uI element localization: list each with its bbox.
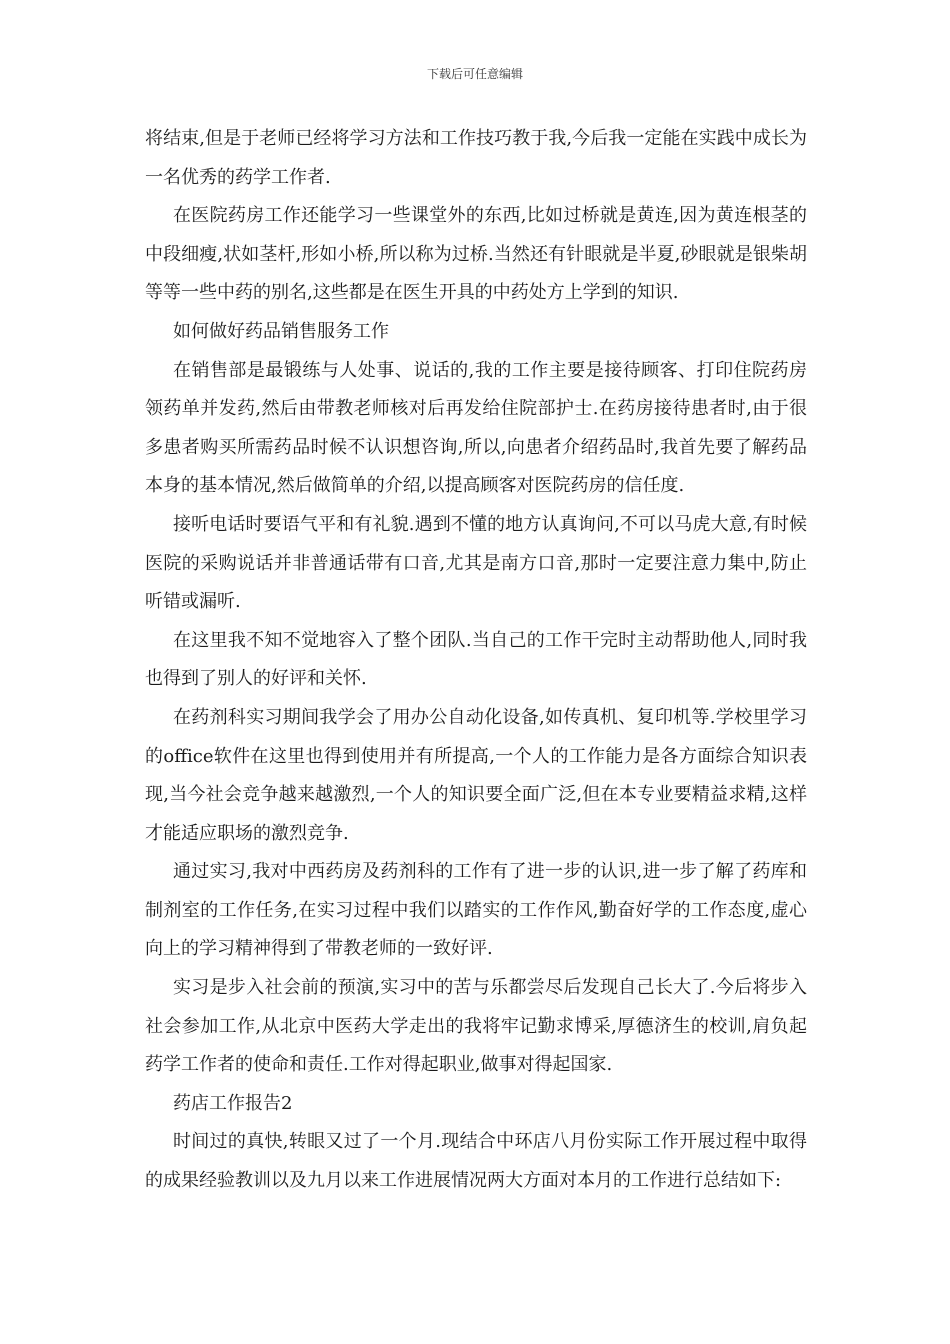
paragraph: 在销售部是最锻练与人处事、说话的,我的工作主要是接待顾客、打印住院药房领药单并发药,然后由带教老师核对后再发给住院部护士.在药房接待患者时,由于很多患者购买所需药品时候不认识想咨询,所以,向患者介绍药品时,我首先要了解药品本身的基本情况,然后做简单的介绍,以提高顾客对医院药房的信任度.: [145, 359, 807, 497]
paragraph: 时间过的真快,转眼又过了一个月.现结合中环店八月份实际工作开展过程中取得的成果经验教训以及九月以来工作进展情况两大方面对本月的工作进行总结如下:: [145, 1131, 807, 1192]
page-header: 下载后可任意编辑: [426, 67, 523, 81]
section-heading: 药店工作报告2: [173, 1092, 293, 1114]
paragraph: 在医院药房工作还能学习一些课堂外的东西,比如过桥就是黄连,因为黄连根茎的中段细瘦,状如茎杆,形如小桥,所以称为过桥.当然还有针眼就是半夏,砂眼就是银柴胡等等一些中药的别名,这些都是在医生开具的中药处方上学到的知识.: [145, 205, 807, 304]
paragraph: 通过实习,我对中西药房及药剂科的工作有了进一步的认识,进一步了解了药库和制剂室的工作任务,在实习过程中我们以踏实的工作作风,勤奋好学的工作态度,虚心向上的学习精神得到了带教老师的一致好评.: [145, 861, 807, 960]
paragraph: 在这里我不知不觉地容入了整个团队.当自己的工作干完时主动帮助他人,同时我也得到了别人的好评和关怀.: [145, 629, 807, 690]
paragraph: 在药剂科实习期间我学会了用办公自动化设备,如传真机、复印机等.学校里学习的office软件在这里也得到使用并有所提高,一个人的工作能力是各方面综合知识表现,当今社会竞争越来越激烈,一个人的知识要全面广泛,但在本专业要精益求精,这样才能适应职场的激烈竞争.: [145, 706, 807, 844]
paragraph: 实习是步入社会前的预演,实习中的苦与乐都尝尽后发现自己长大了.今后将步入社会参加工作,从北京中医药大学走出的我将牢记勤求博采,厚德济生的校训,肩负起药学工作者的使命和责任.工作对得起职业,做事对得起国家.: [145, 977, 807, 1076]
document-body: [145, 120, 807, 1201]
paragraph: 接听电话时要语气平和有礼貌.遇到不懂的地方认真询问,不可以马虎大意,有时候医院的采购说话并非普通话带有口音,尤其是南方口音,那时一定要注意力集中,防止听错或漏听.: [145, 513, 807, 613]
section-heading: 如何做好药品销售服务工作: [173, 320, 389, 342]
paragraph: 将结束,但是于老师已经将学习方法和工作技巧教于我,今后我一定能在实践中成长为一名优秀的药学工作者.: [145, 128, 807, 188]
